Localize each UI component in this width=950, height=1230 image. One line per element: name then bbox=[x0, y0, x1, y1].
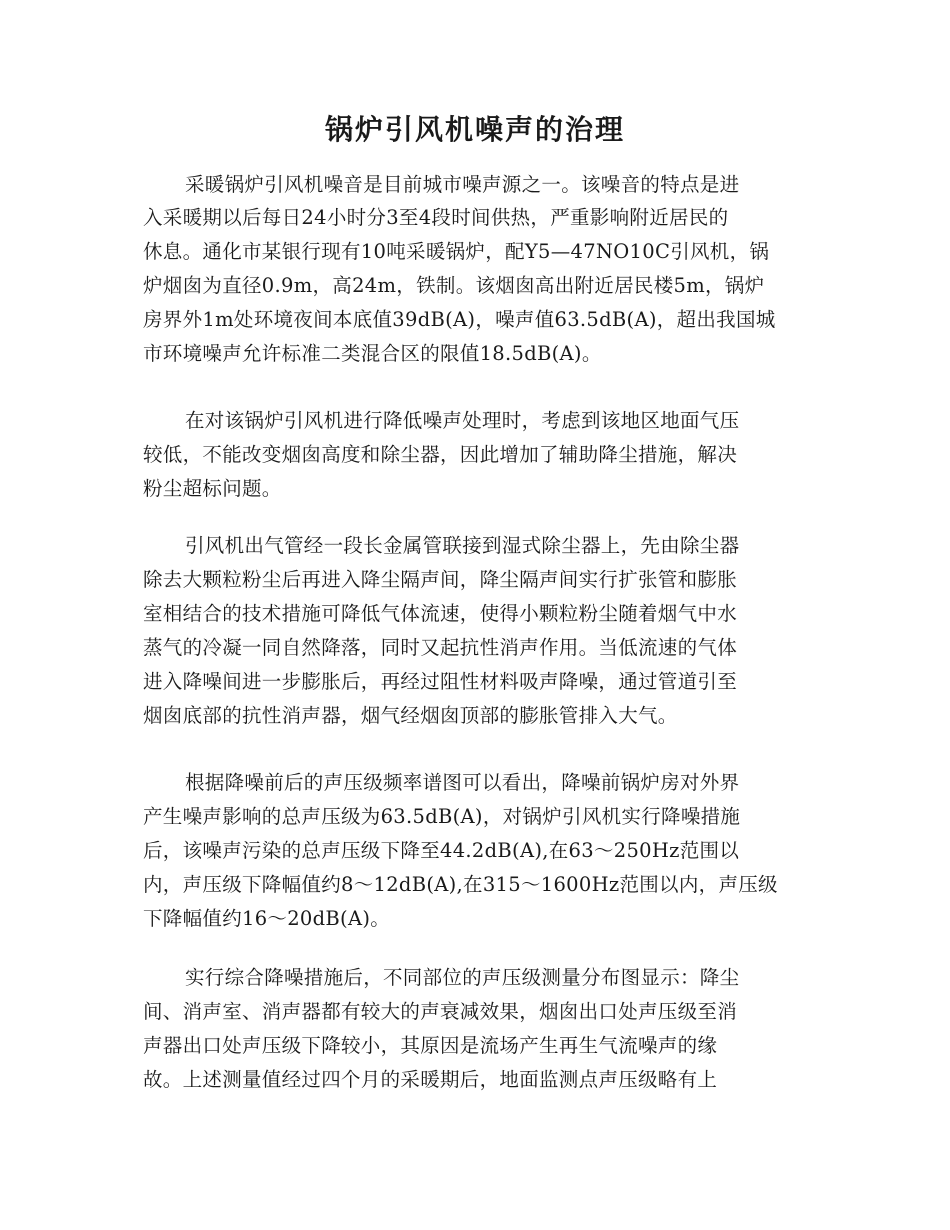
paragraph-5-line-2: 间、消声室、消声器都有较大的声衰减效果，烟囱出口处声压级至消 bbox=[143, 1000, 738, 1023]
paragraph-5-line-3: 声器出口处声压级下降较小，其原因是流场产生再生气流噪声的缘 bbox=[143, 1034, 718, 1057]
paragraph-4-line-4: 内，声压级下降幅值约8～12dB(A),在315～1600Hz范围以内，声压级 bbox=[143, 873, 778, 896]
paragraph-5-line-1: 实行综合降噪措施后，不同部位的声压级测量分布图显示：降尘 bbox=[185, 966, 740, 989]
paragraph-3-line-4: 蒸气的冷凝一同自然降落，同时又起抗性消声作用。当低流速的气体 bbox=[143, 636, 738, 659]
paragraph-3-line-1: 引风机出气管经一段长金属管联接到湿式除尘器上，先由除尘器 bbox=[185, 534, 740, 557]
paragraph-1-line-5: 房界外1m处环境夜间本底值39dB(A)，噪声值63.5dB(A)，超出我国城 bbox=[143, 308, 776, 331]
page-title: 锅炉引风机噪声的治理 bbox=[324, 113, 625, 146]
paragraph-4-line-2: 产生噪声影响的总声压级为63.5dB(A)，对锅炉引风机实行降噪措施 bbox=[143, 805, 741, 828]
paragraph-1-line-4: 炉烟囱为直径0.9m，高24m，铁制。该烟囱高出附近居民楼5m，锅炉 bbox=[143, 274, 765, 297]
paragraph-2-line-3: 粉尘超标问题。 bbox=[143, 477, 282, 500]
paragraph-4-line-5: 下降幅值约16～20dB(A)。 bbox=[143, 907, 391, 930]
paragraph-1-line-3: 休息。通化市某银行现有10吨采暖锅炉，配Y5—47NO10C引风机，锅 bbox=[143, 240, 770, 263]
paragraph-4-line-1: 根据降噪前后的声压级频率谱图可以看出，降噪前锅炉房对外界 bbox=[185, 771, 740, 794]
paragraph-3-line-3: 室相结合的技术措施可降低气体流速，使得小颗粒粉尘随着烟气中水 bbox=[143, 602, 738, 625]
paragraph-1-line-1: 采暖锅炉引风机噪音是目前城市噪声源之一。该噪音的特点是进 bbox=[185, 173, 740, 196]
paragraph-1-line-6: 市环境噪声允许标准二类混合区的限值18.5dB(A)。 bbox=[143, 342, 602, 365]
paragraph-5-line-4: 故。上述测量值经过四个月的采暖期后，地面监测点声压级略有上 bbox=[143, 1068, 718, 1091]
paragraph-2-line-2: 较低，不能改变烟囱高度和除尘器，因此增加了辅助降尘措施，解决 bbox=[143, 443, 738, 466]
paragraph-3-line-2: 除去大颗粒粉尘后再进入降尘隔声间，降尘隔声间实行扩张管和膨胀 bbox=[143, 568, 738, 591]
paragraph-3-line-5: 进入降噪间进一步膨胀后，再经过阻性材料吸声降噪，通过管道引至 bbox=[143, 670, 738, 693]
paragraph-2-line-1: 在对该锅炉引风机进行降低噪声处理时，考虑到该地区地面气压 bbox=[185, 409, 740, 432]
paragraph-1-line-2: 入采暖期以后每日24小时分3至4段时间供热，严重影响附近居民的 bbox=[143, 206, 729, 229]
paragraph-3-line-6: 烟囱底部的抗性消声器，烟气经烟囱顶部的膨胀管排入大气。 bbox=[143, 704, 678, 727]
paragraph-4-line-3: 后，该噪声污染的总声压级下降至44.2dB(A),在63～250Hz范围以 bbox=[143, 839, 740, 862]
